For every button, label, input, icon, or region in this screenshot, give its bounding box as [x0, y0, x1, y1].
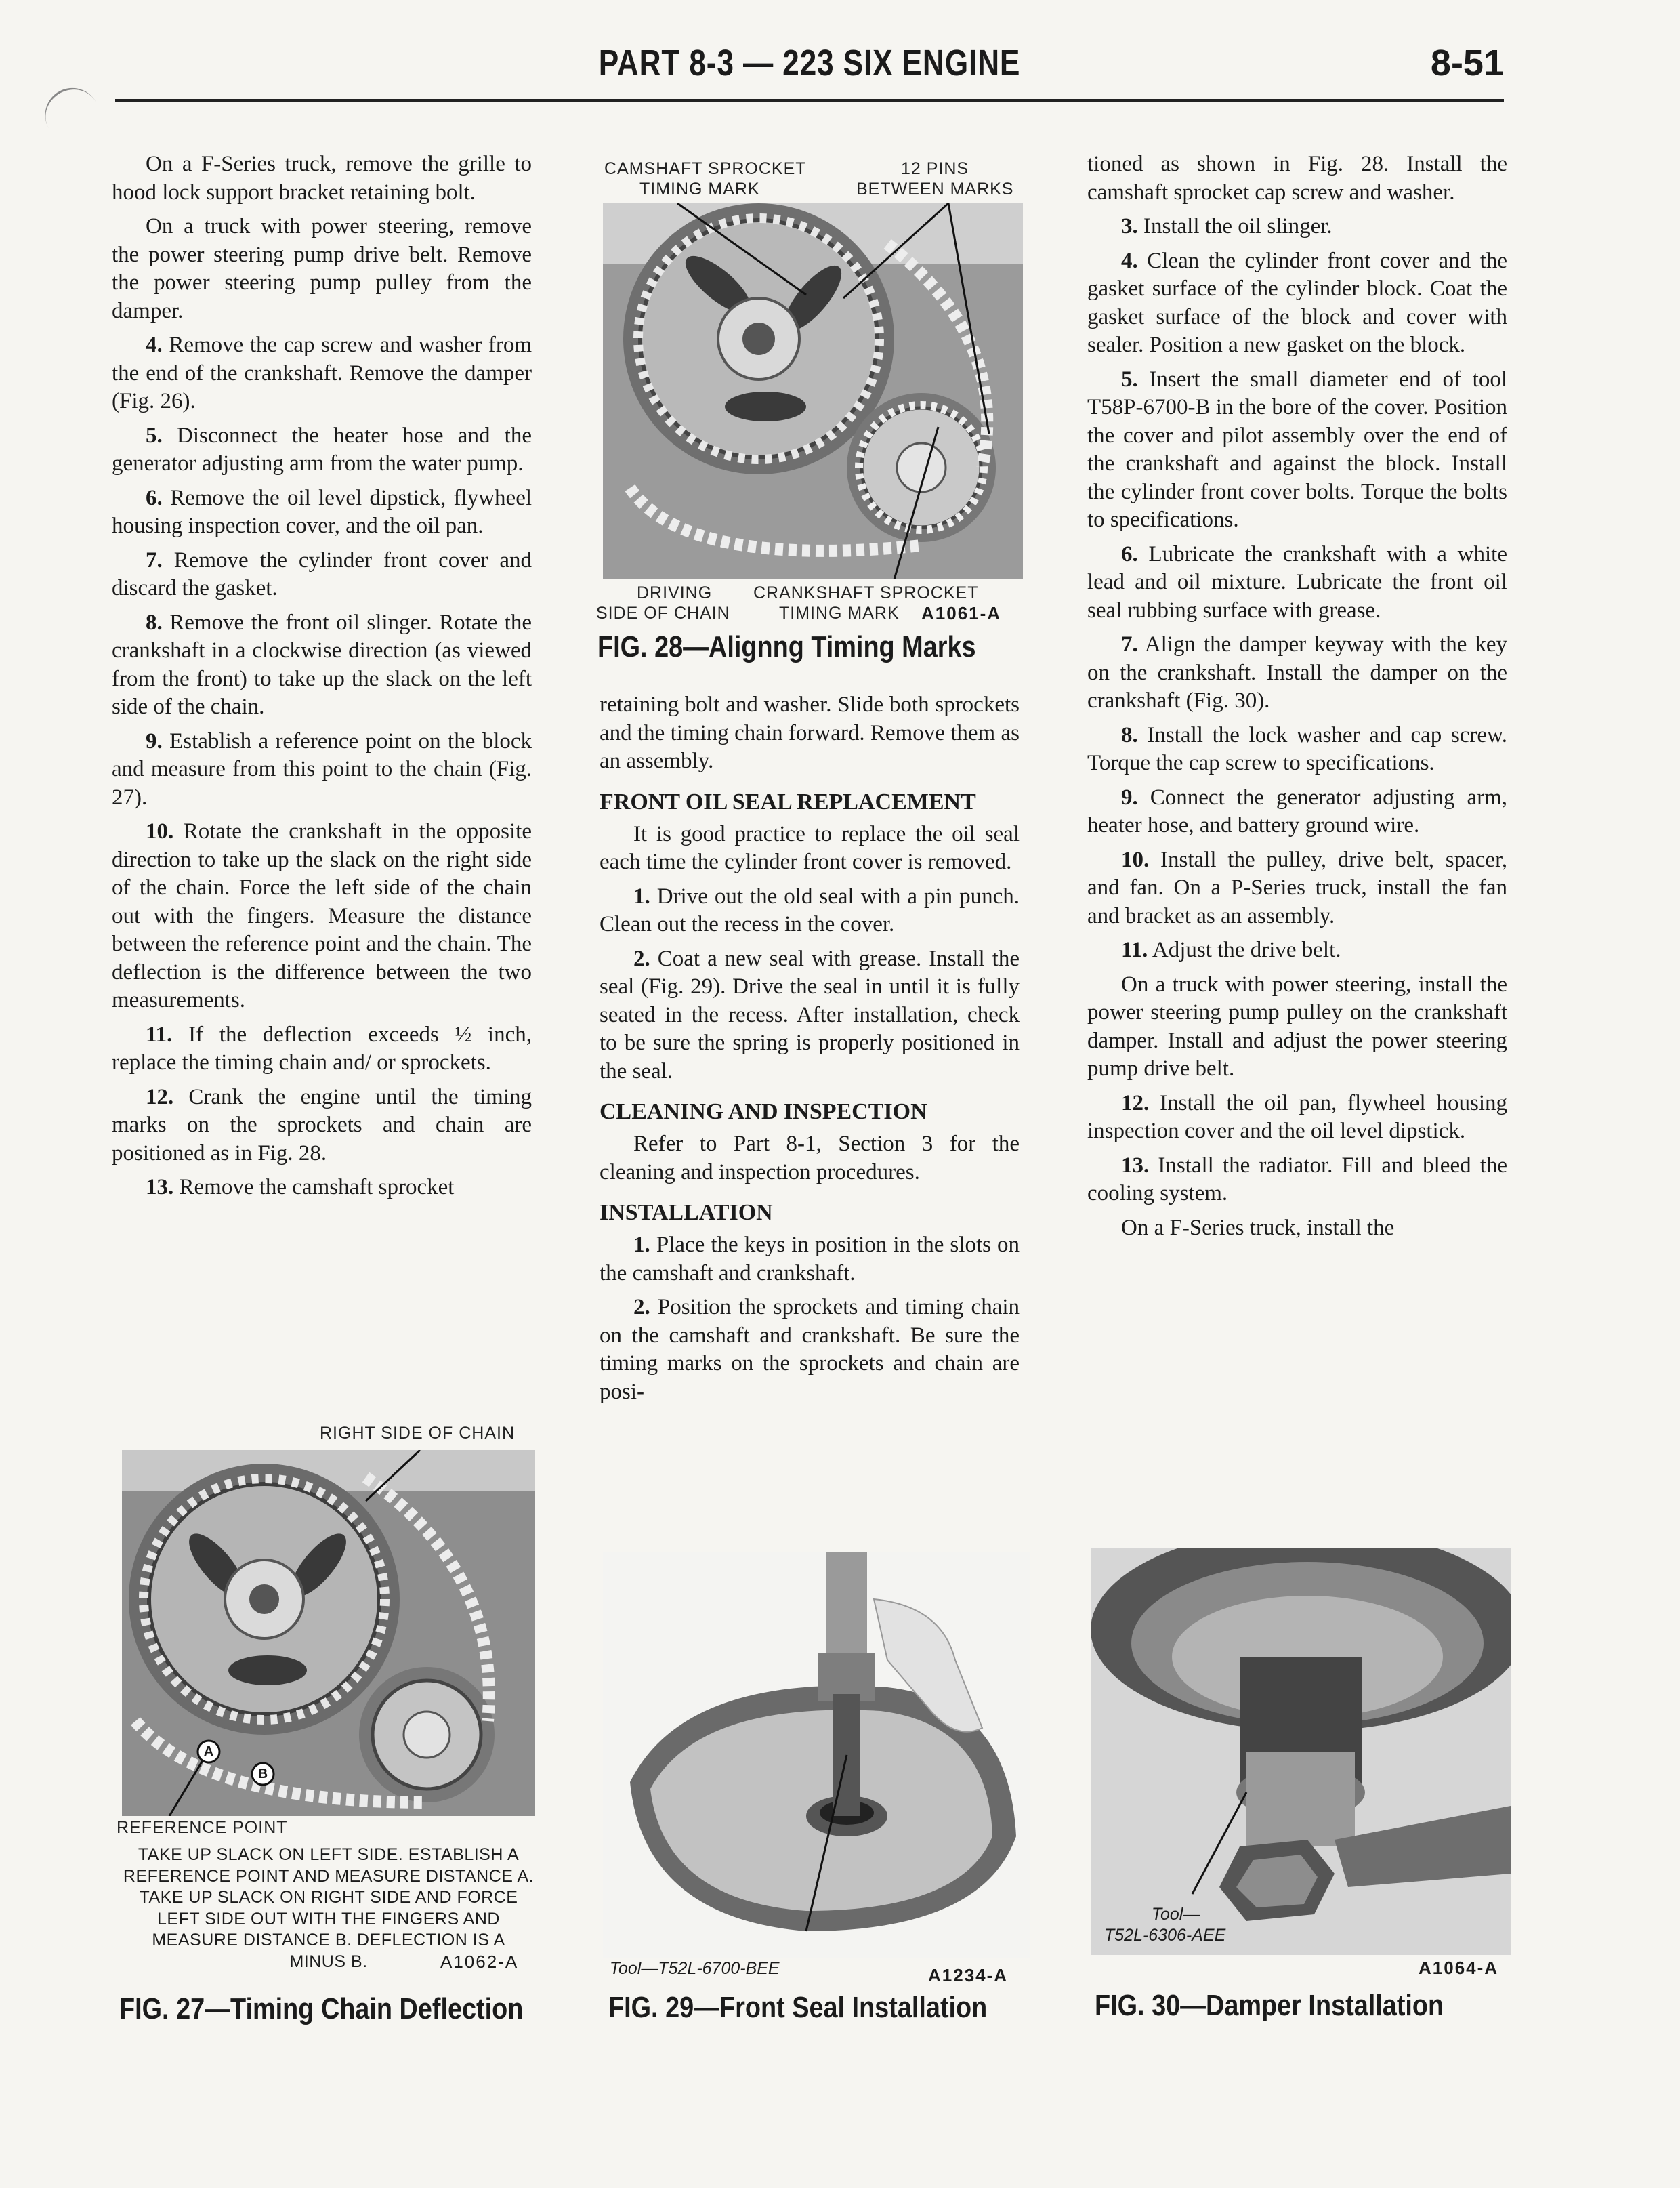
paragraph-text: Insert the small diameter end of tool T58P-6700-B in the bore of the cover. Position the cover and pilot assembly over the end of the crankshaft and against the block. Install the cylinder front cover bolts. Torque the bolts to specifications. — [1087, 367, 1508, 532]
figure-title: FIG. 28—Alignng Timing Marks — [597, 630, 976, 663]
step-number: 7. — [146, 548, 163, 573]
figure-title: FIG. 30—Damper Installation — [1095, 1989, 1444, 2022]
header-rule — [115, 99, 1504, 102]
step-number: 4. — [146, 333, 163, 357]
step-number: 1. — [633, 884, 650, 909]
figure-code: A1062-A — [440, 1952, 519, 1972]
scan-corner-mark — [36, 79, 98, 130]
paragraph — [1087, 936, 1507, 965]
paragraph-text: Lubricate the crankshaft with a white lead and oil mixture. Lubricate the front oil seal rubbing surface with grease. — [1087, 541, 1507, 623]
label-timing-mark: TIMING MARK — [639, 180, 760, 199]
paragraph-text: On a F-Series truck, remove the grille to hood lock support bracket retaining bolt. — [112, 152, 532, 205]
note-line: TAKE UP SLACK ON RIGHT SIDE AND FORCE — [139, 1888, 518, 1907]
paragraph-text: Remove the cylinder front cover and discard the gasket. — [112, 548, 532, 600]
paragraph — [1087, 1214, 1507, 1243]
paragraph-text: Establish a reference point on the block and measure from this point to the chain (Fig. 27). — [112, 728, 532, 810]
damper-installation-photo — [1091, 1548, 1511, 1955]
figure-title: FIG. 29—Front Seal Installation — [608, 1991, 988, 2024]
paragraph — [600, 821, 1020, 877]
front-seal-illustration — [603, 1552, 1030, 1958]
paragraph — [1087, 846, 1507, 931]
step-number: 8. — [1121, 722, 1138, 747]
step-number: 10. — [1121, 847, 1150, 872]
paragraph-text: Install the oil slinger. — [1143, 214, 1332, 239]
paragraph-text: Coat a new seal with grease. Install the seal (Fig. 29). Drive the seal in until it is fully seated in the recess. After installation, check to be sure the spring is properly positioned in the seal. — [600, 946, 1020, 1083]
paragraph-text: Adjust the drive belt. — [1152, 938, 1341, 962]
paragraph — [1087, 366, 1507, 535]
note-line: LEFT SIDE OUT WITH THE FINGERS AND — [157, 1909, 500, 1928]
step-number: 12. — [146, 1084, 174, 1109]
paragraph — [112, 1021, 532, 1077]
paragraph-text: Drive out the old seal with a pin punch. Clean out the recess in the cover. — [600, 884, 1020, 936]
paragraph — [112, 422, 532, 478]
paragraph-text: Position the sprockets and timing chain on the camshaft and crankshaft. Be sure the timing marks on the sprockets and chain are posi- — [600, 1295, 1020, 1404]
step-number: 12. — [1121, 1090, 1150, 1115]
paragraph — [1087, 722, 1507, 778]
paragraph-text: On a truck with power steering, install the power steering pump pulley on the crankshaft damper. Install and adjust the power steering pump drive belt. — [1087, 972, 1507, 1081]
figure-27 — [108, 1423, 549, 2033]
paragraph — [112, 728, 532, 812]
paragraph-text: Rotate the crankshaft in the opposite direction to take up the slack on the right side of the chain. Force the left side of the chain out with the fingers. Measure the distance between the reference point and the chain. The deflection is the difference between the two measurements. — [112, 819, 532, 1012]
section-heading-cleaning: CLEANING AND INSPECTION — [600, 1099, 927, 1124]
figure-code: A1234-A — [928, 1965, 1009, 1985]
paragraph — [600, 883, 1020, 939]
paragraph — [600, 945, 1020, 1086]
paragraph-text: Remove the front oil slinger. Rotate the crankshaft in a clockwise direction (as viewed from the front) to take up the slack on the left side of the chain. — [112, 610, 532, 719]
paragraph-text: On a truck with power steering, remove the power steering pump drive belt. Remove the power steering pump pulley from the damper. — [112, 214, 532, 323]
label-camshaft-sprocket: CAMSHAFT SPROCKET — [604, 159, 807, 178]
note-line: TAKE UP SLACK ON LEFT SIDE. ESTABLISH A — [138, 1845, 520, 1864]
text-column-left — [112, 150, 532, 1208]
page-title: PART 8-3 — 223 SIX ENGINE — [598, 43, 1021, 83]
figure-title: FIG. 27—Timing Chain Deflection — [119, 1992, 524, 2025]
paragraph-text: Install the radiator. Fill and bleed the cooling system. — [1087, 1153, 1508, 1205]
figure-30 — [1091, 1548, 1517, 2040]
label-timing-mark-2: TIMING MARK — [779, 604, 900, 623]
text-column-middle — [600, 691, 1020, 1412]
section-heading-installation: INSTALLATION — [600, 1200, 773, 1225]
text-column-right — [1087, 150, 1507, 1248]
paragraph — [600, 1294, 1020, 1406]
paragraph-text: Crank the engine until the timing marks on the sprockets and chain are positioned as in Fig. 28. — [112, 1084, 532, 1165]
figure-28 — [596, 156, 1030, 678]
step-number: 6. — [146, 485, 163, 510]
step-number: 8. — [146, 610, 163, 635]
step-number: 13. — [1121, 1153, 1150, 1178]
step-number: 9. — [146, 728, 163, 754]
step-number: 13. — [146, 1175, 174, 1199]
chain-deflection-illustration — [122, 1450, 535, 1816]
tool-label-line2: T52L-6306-AEE — [1104, 1926, 1226, 1945]
step-number: 2. — [633, 1295, 650, 1319]
paragraph — [1087, 150, 1507, 207]
installation-steps — [600, 1231, 1020, 1406]
paragraph-text: tioned as shown in Fig. 28. Install the camshaft sprocket cap screw and washer. — [1087, 152, 1507, 205]
paragraph-text: Refer to Part 8-1, Section 3 for the cleaning and inspection procedures. — [600, 1132, 1020, 1184]
paragraph-text: Align the damper keyway with the key on the crankshaft. Install the damper on the crankshaft (Fig. 30). — [1087, 632, 1507, 713]
label-between-marks: BETWEEN MARKS — [856, 180, 1014, 199]
label-driving: DRIVING — [637, 583, 713, 602]
paragraph-text: Clean the cylinder front cover and the gasket surface of the cylinder block. Coat the gasket surface of the block and cover with sealer. Position a new gasket on the block. — [1087, 248, 1507, 357]
page-number: 8-51 — [1430, 43, 1504, 83]
paragraph — [1087, 631, 1507, 716]
front-seal-installation-photo — [603, 1552, 1030, 1958]
paragraph-text: It is good practice to replace the oil seal each time the cylinder front cover is removed. — [600, 821, 1020, 874]
tool-label-line1: Tool— — [1152, 1905, 1200, 1924]
paragraph — [112, 1174, 532, 1202]
step-number: 11. — [1121, 938, 1148, 962]
paragraph-text: Install the oil pan, flywheel housing inspection cover and the oil level dipstick. — [1087, 1090, 1507, 1143]
paragraph — [1087, 784, 1507, 840]
paragraph — [1087, 1090, 1507, 1146]
paragraph — [1087, 213, 1507, 241]
paragraph — [112, 1083, 532, 1168]
paragraph-text: Disconnect the heater hose and the generator adjusting arm from the water pump. — [112, 423, 532, 476]
step-number: 4. — [1121, 248, 1138, 273]
paragraph — [600, 1130, 1020, 1186]
chain-deflection-photo — [122, 1450, 535, 1816]
note-line: MEASURE DISTANCE B. DEFLECTION IS A — [152, 1931, 505, 1949]
marker-a: A — [203, 1744, 214, 1759]
step-number: 5. — [1121, 367, 1138, 392]
paragraph-text: On a F-Series truck, install the — [1121, 1215, 1395, 1240]
step-number: 10. — [146, 819, 174, 844]
label-right-side-of-chain: RIGHT SIDE OF CHAIN — [320, 1424, 516, 1443]
step-number: 6. — [1121, 541, 1138, 566]
paragraph — [112, 331, 532, 416]
paragraph: retaining bolt and washer. Slide both sprockets and the timing chain forward. Remove them as an assembly. — [600, 693, 1020, 773]
paragraph — [112, 547, 532, 603]
paragraph — [112, 213, 532, 325]
paragraph — [1087, 247, 1507, 360]
paragraph-text: Remove the cap screw and washer from the end of the crankshaft. Remove the damper (Fig. 26). — [112, 333, 532, 413]
paragraph-text: Place the keys in position in the slots on the camshaft and crankshaft. — [600, 1233, 1020, 1285]
figure-29 — [596, 1552, 1043, 2040]
paragraph — [1087, 1152, 1507, 1208]
timing-sprockets-illustration — [603, 203, 1023, 579]
label-crankshaft-sprocket: CRANKSHAFT SPROCKET — [753, 583, 979, 602]
step-number: 7. — [1121, 632, 1138, 657]
marker-b: B — [257, 1767, 268, 1781]
step-number: 1. — [633, 1233, 650, 1257]
figure-code: A1064-A — [1419, 1958, 1499, 1978]
label-side-of-chain: SIDE OF CHAIN — [596, 604, 730, 623]
paragraph-text: If the deflection exceeds ½ inch, replace the timing chain and/ or sprockets. — [112, 1022, 532, 1075]
tool-label: Tool—T52L-6700-BEE — [610, 1959, 780, 1978]
paragraph-text: Install the pulley, drive belt, spacer, and fan. On a P-Series truck, install the fan and bracket as an assembly. — [1087, 847, 1508, 928]
paragraph-text: Connect the generator adjusting arm, heater hose, and battery ground wire. — [1087, 785, 1507, 838]
page-header — [115, 42, 1504, 96]
paragraph — [600, 1231, 1020, 1287]
label-reference-point: REFERENCE POINT — [117, 1818, 288, 1837]
paragraph — [112, 150, 532, 207]
timing-sprockets-photo — [603, 203, 1023, 579]
paragraph — [1087, 971, 1507, 1083]
paragraph-text: Remove the camshaft sprocket — [179, 1175, 455, 1199]
note-line: MINUS B. — [289, 1952, 368, 1971]
note-line: REFERENCE POINT AND MEASURE DISTANCE A. — [123, 1866, 534, 1886]
paragraph — [1087, 541, 1507, 625]
paragraph — [112, 484, 532, 541]
step-number: 5. — [146, 423, 163, 448]
step-number: 3. — [1121, 214, 1138, 239]
paragraph — [112, 818, 532, 1015]
figure-code: A1061-A — [921, 603, 1002, 623]
step-number: 2. — [633, 946, 650, 971]
paragraph-text: Install the lock washer and cap screw. Torque the cap screw to specifications. — [1087, 722, 1508, 775]
label-12-pins: 12 PINS — [901, 159, 969, 178]
damper-illustration — [1091, 1548, 1511, 1955]
step-number: 11. — [146, 1022, 173, 1047]
front-oil-seal-steps — [600, 821, 1020, 1086]
cleaning-steps — [600, 1130, 1020, 1186]
paragraph-text: Remove the oil level dipstick, flywheel housing inspection cover, and the oil pan. — [112, 485, 532, 538]
step-number: 9. — [1121, 785, 1138, 810]
section-heading-front-oil-seal: FRONT OIL SEAL REPLACEMENT — [600, 789, 976, 814]
paragraph — [112, 609, 532, 722]
